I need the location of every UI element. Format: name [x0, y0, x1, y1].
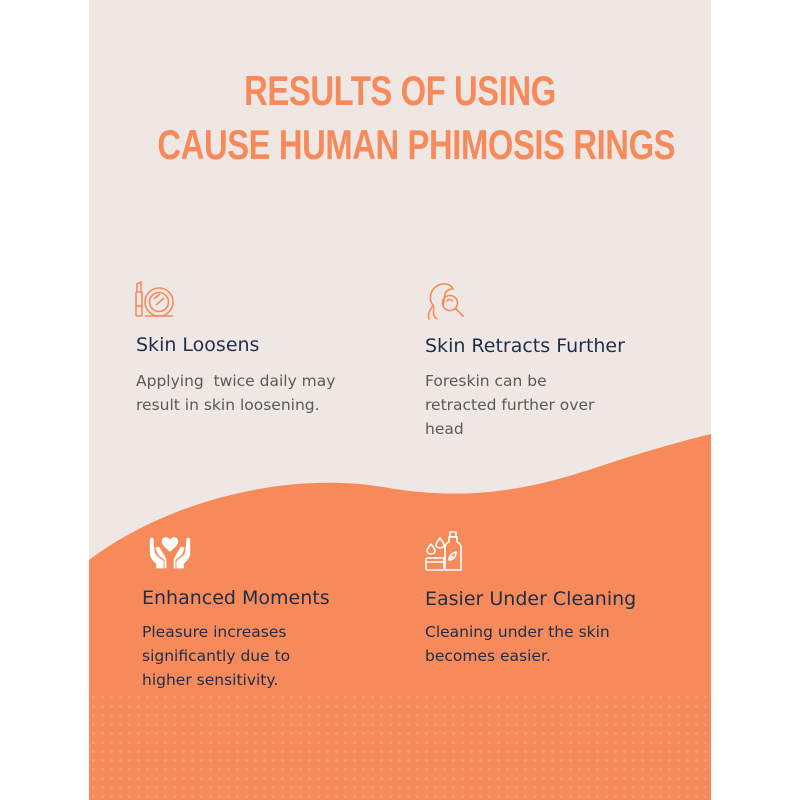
feature-description-line: Foreskin can be — [425, 372, 547, 390]
feature-description-line: result in skin loosening. — [136, 396, 320, 414]
mirror-lipstick-icon — [133, 278, 177, 322]
feature-description-line: head — [425, 420, 464, 438]
feature-description — [425, 369, 594, 441]
infographic-card — [89, 0, 711, 800]
feature-title: Skin Loosens — [136, 334, 260, 356]
page-title — [157, 64, 676, 172]
feature-description-line: Applying twice daily may — [136, 372, 336, 390]
feature-description — [425, 620, 610, 668]
title-line-2: CAUSE HUMAN PHIMOSIS RINGS — [157, 121, 676, 168]
feature-description-line: becomes easier. — [425, 647, 551, 665]
hands-heart-icon — [148, 528, 192, 572]
title-line-1: RESULTS OF USING — [244, 67, 556, 114]
feature-description-line: higher sensitivity. — [142, 671, 279, 689]
face-magnifier-icon — [423, 279, 467, 323]
feature-description-line: Pleasure increases — [142, 623, 287, 641]
feature-description-line: retracted further over — [425, 396, 595, 414]
feature-description — [142, 620, 290, 692]
dot-pattern — [89, 690, 711, 800]
feature-description-line: Cleaning under the skin — [425, 623, 610, 641]
feature-description — [136, 369, 335, 417]
feature-title: Enhanced Moments — [142, 587, 330, 609]
feature-description-line: significantly due to — [142, 647, 291, 665]
feature-title: Skin Retracts Further — [425, 335, 625, 357]
cosmetics-bottles-icon — [423, 530, 467, 574]
feature-title: Easier Under Cleaning — [425, 588, 637, 610]
